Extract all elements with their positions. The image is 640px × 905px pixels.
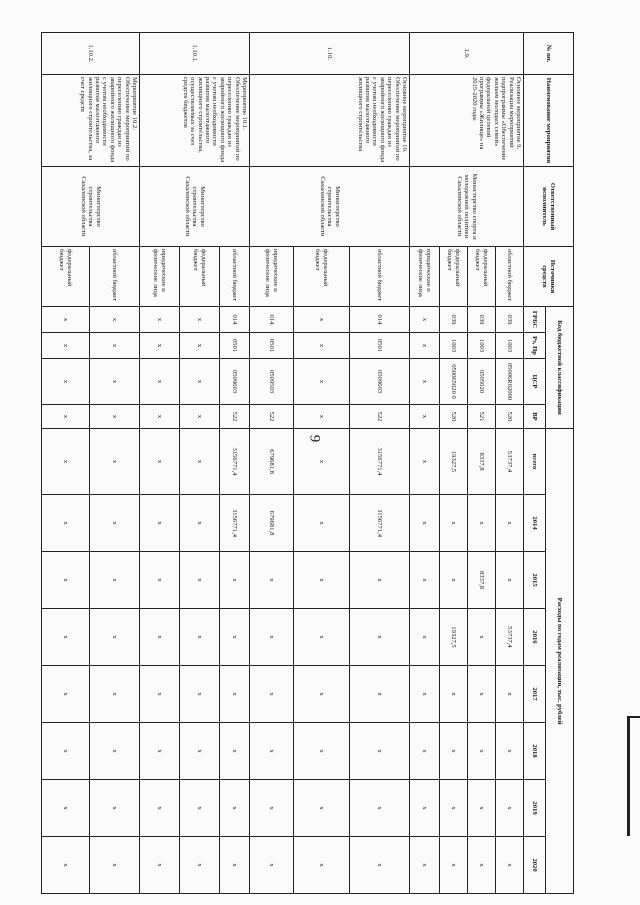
table-row xyxy=(350,33,410,894)
grbs-code: 039 xyxy=(496,307,524,333)
year-value: х xyxy=(294,666,350,723)
grbs-code: х xyxy=(294,307,350,333)
csr-code: 0509603 xyxy=(220,359,250,405)
csr-code: х xyxy=(410,359,440,405)
table-row xyxy=(496,33,524,894)
rzpr-code: х xyxy=(180,333,220,359)
year-value: х xyxy=(350,837,410,894)
year-value: х xyxy=(90,837,140,894)
year-value: х xyxy=(294,552,350,609)
funding-source: федеральный бюджет xyxy=(440,247,468,307)
year-value: 53737,4 xyxy=(496,609,524,666)
total-value: х xyxy=(140,429,180,495)
year-value: 8337,8 xyxy=(468,552,496,609)
header-rzpr: Рз, Пр xyxy=(524,333,546,359)
vr-code: 522 xyxy=(350,405,410,429)
rzpr-code: 1003 xyxy=(496,333,524,359)
vr-code: х xyxy=(90,405,140,429)
funding-source: федеральный бюджет xyxy=(180,247,220,307)
year-value: х xyxy=(42,837,90,894)
year-value: х xyxy=(468,495,496,552)
year-value: х xyxy=(140,723,180,780)
year-value: х xyxy=(220,780,250,837)
year-value: х xyxy=(496,837,524,894)
year-value: х xyxy=(180,495,220,552)
year-value: х xyxy=(180,609,220,666)
header-year: 2017 xyxy=(524,666,546,723)
rzpr-code: х xyxy=(410,333,440,359)
grbs-code: х xyxy=(410,307,440,333)
year-value: 19327,5 xyxy=(440,609,468,666)
year-value: х xyxy=(468,780,496,837)
year-value: х xyxy=(350,723,410,780)
item-executor: Министерство строительства Сахалинской области xyxy=(42,167,140,247)
item-number: 1.10. xyxy=(250,33,410,75)
year-value: х xyxy=(180,780,220,837)
table-row xyxy=(90,33,140,894)
year-value: х xyxy=(42,723,90,780)
year-value: х xyxy=(440,666,468,723)
year-value: х xyxy=(90,723,140,780)
year-value: х xyxy=(294,723,350,780)
rzpr-code: 1003 xyxy=(468,333,496,359)
csr-code: 0509603 xyxy=(350,359,410,405)
vr-code: 520 xyxy=(496,405,524,429)
item-name: Мероприятие 10.1. Обеспечение мероприятий по переселению граждан из аварийного жилищного фонда с учетом необходимости развития малоэтажного жилищного строительства, осуществляемых за счет средств бюджетов xyxy=(140,75,250,167)
year-value: 3156771,4 xyxy=(350,495,410,552)
csr-code: х xyxy=(180,359,220,405)
year-value: х xyxy=(440,780,468,837)
funding-source: областной бюджет xyxy=(350,247,410,307)
rzpr-code: х xyxy=(90,333,140,359)
vr-code: 522 xyxy=(250,405,294,429)
grbs-code: х xyxy=(180,307,220,333)
item-number: 1.10.1. xyxy=(140,33,250,75)
csr-code: х xyxy=(140,359,180,405)
vr-code: х xyxy=(140,405,180,429)
year-value: х xyxy=(440,723,468,780)
year-value: х xyxy=(294,609,350,666)
item-executor: Министерство строительства Сахалинской области xyxy=(250,167,410,247)
year-value: х xyxy=(250,666,294,723)
header-kbk: Код бюджетной классификации xyxy=(546,307,574,429)
total-value: 8337,8 xyxy=(468,429,496,495)
funding-source: федеральный бюджет xyxy=(294,247,350,307)
header-year: 2020 xyxy=(524,837,546,894)
total-value: х xyxy=(90,429,140,495)
header-year: 2018 xyxy=(524,723,546,780)
year-value: х xyxy=(180,552,220,609)
year-value: х xyxy=(220,666,250,723)
year-value: х xyxy=(294,837,350,894)
grbs-code: 039 xyxy=(440,307,468,333)
year-value: х xyxy=(410,495,440,552)
vr-code: 520 xyxy=(440,405,468,429)
funding-source: юридические и физические лица xyxy=(250,247,294,307)
year-value: х xyxy=(410,780,440,837)
year-value: х xyxy=(410,666,440,723)
csr-code: 050065020 0 xyxy=(440,359,468,405)
year-value: х xyxy=(140,666,180,723)
item-number: 1.10.2. xyxy=(42,33,140,75)
rzpr-code: 0501 xyxy=(220,333,250,359)
total-value: 3156771,4 xyxy=(350,429,410,495)
csr-code: 0505020 xyxy=(468,359,496,405)
header-grbs: ГРБС xyxy=(524,307,546,333)
funding-source: федеральный бюджет xyxy=(468,247,496,307)
funding-source: федеральный бюджет xyxy=(42,247,90,307)
total-value: 3156771,4 xyxy=(220,429,250,495)
year-value: х xyxy=(350,780,410,837)
csr-code: 0509503 xyxy=(250,359,294,405)
grbs-code: х xyxy=(140,307,180,333)
year-value: х xyxy=(180,666,220,723)
year-value: х xyxy=(140,495,180,552)
year-value: х xyxy=(440,837,468,894)
year-value: х xyxy=(140,837,180,894)
year-value: 3156771,4 xyxy=(220,495,250,552)
total-value: х xyxy=(42,429,90,495)
year-value: х xyxy=(440,552,468,609)
funding-source: областной бюджет xyxy=(220,247,250,307)
grbs-code: 014 xyxy=(350,307,410,333)
year-value: х xyxy=(496,495,524,552)
csr-code: х xyxy=(294,359,350,405)
year-value: х xyxy=(350,609,410,666)
page-number: 9 xyxy=(306,434,323,443)
year-value: х xyxy=(42,666,90,723)
year-value: х xyxy=(410,552,440,609)
total-value: х xyxy=(180,429,220,495)
year-value: х xyxy=(90,495,140,552)
item-name: Основное мероприятие 10. Обеспечение мероприятий по переселению граждан из аварийного жилищного фонда с учетом необходимости развития малоэтажного жилищного строительства xyxy=(250,75,410,167)
year-value: х xyxy=(220,552,250,609)
year-value: х xyxy=(496,552,524,609)
grbs-code: х xyxy=(42,307,90,333)
year-value: х xyxy=(90,552,140,609)
year-value: х xyxy=(42,552,90,609)
csr-code: х xyxy=(42,359,90,405)
year-value: х xyxy=(90,780,140,837)
rzpr-code: х xyxy=(140,333,180,359)
rzpr-code: 0501 xyxy=(350,333,410,359)
budget-table-container xyxy=(58,32,574,894)
rzpr-code: х xyxy=(42,333,90,359)
year-value: х xyxy=(468,837,496,894)
grbs-code: 039 xyxy=(468,307,496,333)
year-value: х xyxy=(140,780,180,837)
grbs-code: 014 xyxy=(220,307,250,333)
rzpr-code: 0501 xyxy=(250,333,294,359)
year-value: х xyxy=(90,666,140,723)
year-value: х xyxy=(410,837,440,894)
year-value: х xyxy=(496,723,524,780)
year-value: х xyxy=(220,609,250,666)
total-value: х xyxy=(410,429,440,495)
year-value: х xyxy=(496,780,524,837)
year-value: х xyxy=(42,609,90,666)
header-year: 2019 xyxy=(524,780,546,837)
year-value: х xyxy=(180,723,220,780)
year-value: х xyxy=(220,723,250,780)
header-name: Наименование мероприятия xyxy=(524,75,574,167)
vr-code: 522 xyxy=(220,405,250,429)
year-value: х xyxy=(42,495,90,552)
year-value: х xyxy=(250,780,294,837)
year-value: х xyxy=(140,552,180,609)
header-source: Источники средств xyxy=(524,247,574,307)
header-executor: Ответственный исполнитель xyxy=(524,167,574,247)
vr-code: х xyxy=(294,405,350,429)
item-executor: Министерство спорта и молодежной политики Сахалинской области xyxy=(410,167,524,247)
year-value: х xyxy=(250,609,294,666)
total-value: х xyxy=(294,429,350,495)
year-value: х xyxy=(250,723,294,780)
year-value: х xyxy=(220,837,250,894)
year-value: х xyxy=(180,837,220,894)
item-number: 1.9. xyxy=(410,33,524,75)
vr-code: х xyxy=(42,405,90,429)
year-value: х xyxy=(440,495,468,552)
year-value: х xyxy=(140,609,180,666)
budget-table xyxy=(41,32,574,894)
header-year: 2014 xyxy=(524,495,546,552)
grbs-code: х xyxy=(90,307,140,333)
year-value: х xyxy=(42,780,90,837)
header-num: № пп. xyxy=(524,33,574,75)
year-value: х xyxy=(468,666,496,723)
funding-source: юридические и физические лица xyxy=(410,247,440,307)
total-value: 53737,4 xyxy=(496,429,524,495)
total-value: 679681,8 xyxy=(250,429,294,495)
header-year: 2015 xyxy=(524,552,546,609)
funding-source: юридические и физические лица xyxy=(140,247,180,307)
year-value: х xyxy=(410,609,440,666)
grbs-code: 014 xyxy=(250,307,294,333)
table-row xyxy=(220,33,250,894)
vr-code: 521 xyxy=(468,405,496,429)
item-executor: Министерство строительства Сахалинской области xyxy=(140,167,250,247)
rzpr-code: 1003 xyxy=(440,333,468,359)
header-vr: ВР xyxy=(524,405,546,429)
year-value: х xyxy=(90,609,140,666)
year-value: х xyxy=(350,666,410,723)
year-value: х xyxy=(250,837,294,894)
item-name: Основное мероприятие 9. Реализация мероприятий подпрограммы «Обеспечение жильем молодых семей» федеральной целевой программы «Жилище» на 2015-2020 годы xyxy=(410,75,524,167)
scan-edge-mark xyxy=(627,716,630,836)
item-name: Мероприятие 10.2. Обеспечение мероприятий по переселению граждан из аварийного жилищного фонда с учетом необходимости развития малоэтажного жилищного строительства, за счет средств xyxy=(42,75,140,167)
funding-source: областной бюджет xyxy=(496,247,524,307)
csr-code: 05006R02000 xyxy=(496,359,524,405)
year-value: х xyxy=(468,609,496,666)
year-value: х xyxy=(496,666,524,723)
header-csr: ЦСР xyxy=(524,359,546,405)
vr-code: х xyxy=(410,405,440,429)
year-value: х xyxy=(468,723,496,780)
funding-source: областной бюджет xyxy=(90,247,140,307)
scan-edge-mark xyxy=(630,716,640,718)
header-expenses: Расходы по годам реализации, тыс. рублей xyxy=(546,429,574,894)
year-value: х xyxy=(410,723,440,780)
year-value: х xyxy=(350,552,410,609)
year-value: 679681,8 xyxy=(250,495,294,552)
year-value: х xyxy=(294,780,350,837)
header-total: всего xyxy=(524,429,546,495)
rzpr-code: х xyxy=(294,333,350,359)
total-value: 19327,5 xyxy=(440,429,468,495)
vr-code: х xyxy=(180,405,220,429)
year-value: х xyxy=(250,552,294,609)
header-year: 2016 xyxy=(524,609,546,666)
year-value: х xyxy=(294,495,350,552)
csr-code: х xyxy=(90,359,140,405)
